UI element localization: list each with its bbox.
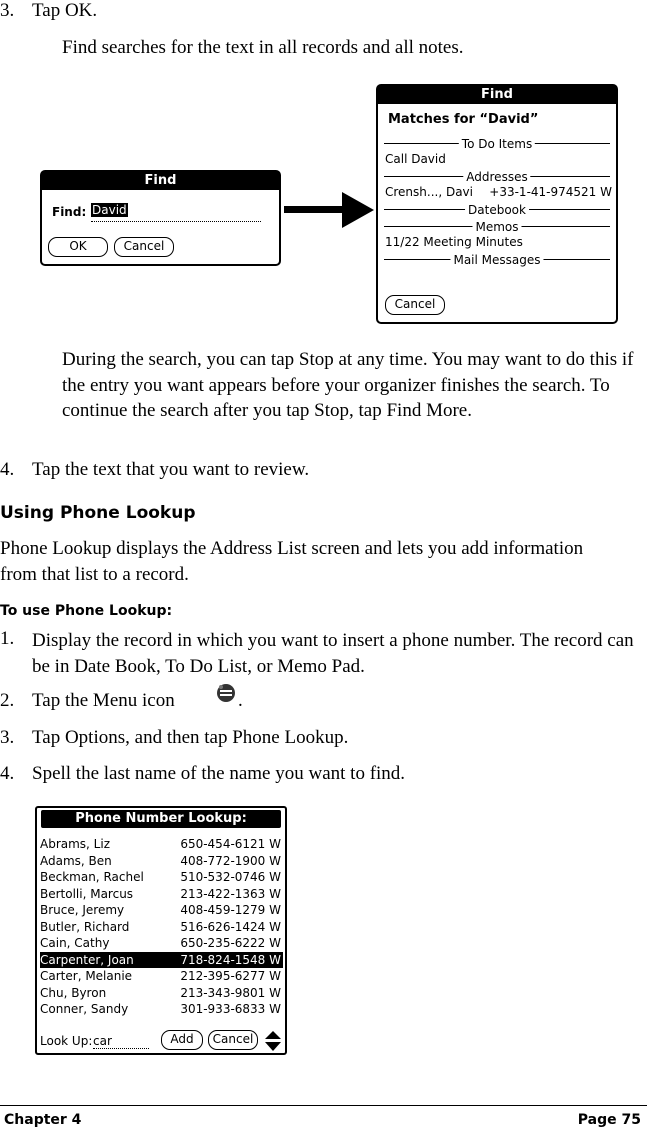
contact-phone: 213-422-1363 W <box>180 886 281 901</box>
step-text: Tap the Menu icon <box>32 690 175 711</box>
find-dialog-title: Find <box>42 172 279 190</box>
result-item[interactable]: Call David <box>385 152 446 166</box>
section-label: Datebook <box>465 203 529 217</box>
contact-phone: 408-772-1900 W <box>180 853 281 868</box>
section-label: To Do Items <box>459 137 535 151</box>
contact-name: Beckman, Rachel <box>40 870 144 884</box>
step-3-paragraph: Find searches for the text in all records and all notes. <box>62 37 464 58</box>
step-number: 4. <box>0 763 15 784</box>
result-item[interactable]: 11/22 Meeting Minutes <box>385 235 523 249</box>
contact-name: Carter, Melanie <box>40 969 133 983</box>
lookup-step-4 <box>0 763 647 791</box>
contact-phone: 718-824-1548 W <box>180 952 281 967</box>
procedure-heading: To use Phone Lookup: <box>0 603 173 619</box>
search-note-paragraph: During the search, you can tap Stop at any time. You may want to do this if the entry you want appears before your organizer finishes the search. To continue the search after you tap Stop, tap Find More. <box>62 349 634 421</box>
lookup-row[interactable] <box>40 935 283 952</box>
results-dialog-title: Find <box>378 86 616 104</box>
find-input[interactable] <box>91 203 261 222</box>
section-intro: Phone Lookup displays the Address List screen and lets you add information from that list to a record. <box>0 538 584 585</box>
footer-chapter: Chapter 4 <box>4 1112 82 1128</box>
contact-phone: 408-459-1279 W <box>180 903 281 917</box>
lookup-row[interactable] <box>40 968 283 985</box>
arrow-right-icon <box>284 190 376 232</box>
lookup-label: Look Up: <box>40 1034 93 1048</box>
section-label: Memos <box>472 220 521 234</box>
ok-button[interactable]: OK <box>48 237 108 257</box>
menu-icon <box>215 682 237 704</box>
result-item[interactable] <box>385 185 612 199</box>
lookup-step-2 <box>0 690 647 718</box>
step-number: 1. <box>0 628 15 649</box>
contact-phone: 301-933-6833 W <box>180 1002 281 1016</box>
contact-phone: 650-235-6222 W <box>180 936 281 950</box>
footer-page-number: Page 75 <box>577 1112 641 1128</box>
section-label: Addresses <box>463 170 530 184</box>
lookup-row[interactable] <box>40 869 283 886</box>
step-4 <box>0 459 647 487</box>
result-phone: +33-1-41-974521 W <box>489 185 612 199</box>
lookup-row[interactable] <box>40 853 283 870</box>
step-text: Spell the last name of the name you want to find. <box>32 763 406 784</box>
cancel-button[interactable]: Cancel <box>385 295 445 315</box>
add-button[interactable]: Add <box>161 1030 203 1050</box>
lookup-row[interactable] <box>40 1001 283 1018</box>
contact-name: Cain, Cathy <box>40 936 110 950</box>
find-dialog <box>40 170 281 266</box>
lookup-row[interactable] <box>40 836 283 853</box>
step-number: 3. <box>0 0 15 21</box>
contact-name: Conner, Sandy <box>40 1002 129 1016</box>
results-dialog <box>376 84 618 324</box>
scroll-arrows-icon[interactable] <box>263 1030 283 1052</box>
lookup-row[interactable] <box>40 985 283 1002</box>
step-text: Tap Options, and then tap Phone Lookup. <box>32 727 349 748</box>
lookup-dialog-title: Phone Number Lookup: <box>41 810 281 828</box>
footer-rule <box>0 1105 647 1106</box>
contact-phone: 212-395-6277 W <box>180 969 281 983</box>
matches-heading: Matches for “David” <box>388 112 539 127</box>
find-label: Find: <box>52 205 87 219</box>
contact-name: Carpenter, Joan <box>40 952 134 967</box>
contact-name: Bruce, Jeremy <box>40 903 125 917</box>
result-name: Crensh..., Davi <box>385 185 473 199</box>
contact-name: Butler, Richard <box>40 919 130 934</box>
contact-name: Adams, Ben <box>40 853 112 868</box>
lookup-row[interactable] <box>40 952 283 969</box>
cancel-button[interactable]: Cancel <box>208 1030 258 1050</box>
step-text: Tap the text that you want to review. <box>32 459 310 480</box>
step-number: 3. <box>0 727 15 748</box>
lookup-step-3 <box>0 727 647 755</box>
step-3 <box>0 0 647 30</box>
step-number: 4. <box>0 459 15 480</box>
cancel-button[interactable]: Cancel <box>114 237 174 257</box>
contact-phone: 650-454-6121 W <box>180 837 281 851</box>
find-input-value: David <box>92 203 127 217</box>
lookup-input[interactable]: car <box>93 1034 149 1049</box>
step-text: Tap OK. <box>32 0 98 21</box>
contact-phone: 516-626-1424 W <box>180 919 281 934</box>
step-text: Display the record in which you want to insert a phone number. The record can be in Date Book, To Do List, or Memo Pad. <box>32 630 634 677</box>
lookup-row[interactable] <box>40 902 283 919</box>
contact-phone: 213-343-9801 W <box>180 985 281 1000</box>
contact-name: Chu, Byron <box>40 985 107 1000</box>
lookup-row[interactable] <box>40 919 283 936</box>
lookup-list <box>37 836 285 1021</box>
section-divider <box>384 170 610 184</box>
contact-phone: 510-532-0746 W <box>180 870 281 884</box>
section-label: Mail Messages <box>450 253 543 267</box>
contact-name: Bertolli, Marcus <box>40 886 134 901</box>
section-divider <box>384 253 610 267</box>
section-heading: Using Phone Lookup <box>0 503 196 523</box>
step-number: 2. <box>0 690 15 711</box>
lookup-step-1 <box>0 628 647 680</box>
section-divider <box>384 220 610 234</box>
section-divider <box>384 203 610 217</box>
contact-name: Abrams, Liz <box>40 837 111 851</box>
section-divider <box>384 137 610 151</box>
lookup-row[interactable] <box>40 886 283 903</box>
step-period: . <box>238 690 243 711</box>
phone-lookup-dialog <box>35 806 287 1055</box>
